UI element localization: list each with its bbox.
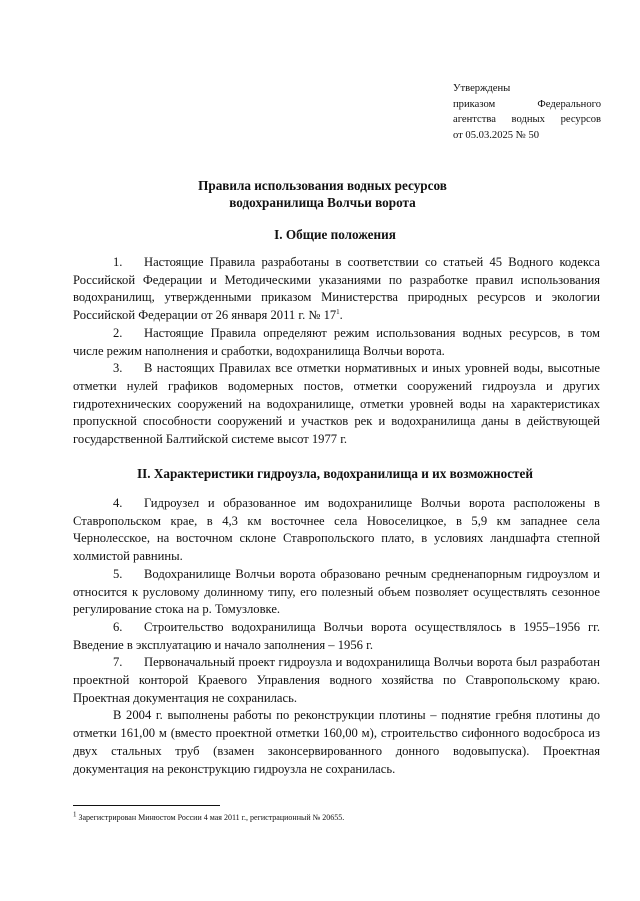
paragraph [73,654,600,707]
paragraph-number: 7. [113,655,123,670]
section-heading: II. Характеристики гидроузла, водохранилища и их возможностей [136,466,533,481]
paragraph-number: 6. [113,619,123,634]
footnote-text: Зарегистрирован Минюстом России 4 мая 2011 г., регистрационный № 20655. [78,813,345,822]
paragraph-text: Настоящие Правила разработаны в соответствии со статьей 45 Водного кодекса Российской Федерации и Методическими указаниями по разработке правил использования водохранилищ, утвержденными приказом Министерства природных ресурсов и экологии Российской Федерации от 26 января 2011 г. № 17 [73,255,600,323]
paragraph [73,619,600,654]
paragraph-number: 2. [113,325,123,340]
footnote [73,812,344,823]
title-line: водохранилища Волчьи ворота [229,195,416,210]
paragraph-text: Строительство водохранилища Волчьи ворота осуществлялось в 1955–1956 гг. Введение в эксплуатацию и начало заполнения – 1956 г. [73,619,600,652]
paragraph-tail: . [339,308,343,323]
approval-stamp [453,81,601,143]
paragraph [73,360,600,449]
paragraph-text: Водохранилище Волчьи ворота образовано речным средненапорным гидроузлом и относится к русловому долинному типу, его полезный объем позволяет осуществлять сезонное регулирование стока на р. Томузловке. [73,566,600,617]
section-2-body [73,495,600,778]
section-heading: I. Общие положения [274,227,396,242]
footnote-reference: 1 [336,307,340,316]
paragraph-number: 4. [113,496,123,510]
paragraph-text: Гидроузел и образованное им водохранилище Волчьи ворота расположены в Ставропольском крае, в 4,3 км восточнее села Новоселицкое, в 5,9 км западнее села Чернолесское, на восточном склоне Ставропольского плато, в условиях ландшафта степной холмистой равнины. [73,496,600,564]
paragraph [73,707,600,778]
document-title [70,177,575,211]
paragraph [73,325,600,360]
paragraph-text: В 2004 г. выполнены работы по реконструкции плотины – поднятие гребня плотины до отметки 161,00 м (вместо проектной отметки 160,00 м), строительство сифонного водосброса из двух стальных труб (взамен законсервированного донного водовыпуска). Проектная документация на реконструкцию гидроузла не сохранилась. [73,708,600,776]
paragraph-number: 1. [113,255,123,269]
paragraph [73,254,600,325]
section-1-body [73,254,600,449]
approval-line: от 05.03.2025 № 50 [453,129,540,141]
footnote-separator [73,805,220,806]
paragraph-text: Настоящие Правила определяют режим использования водных ресурсов, в том числе режим наполнения и сработки, водохранилища Волчьи ворота. [73,325,600,358]
paragraph [73,495,600,566]
approval-line: Утверждены [453,83,511,94]
paragraph-text: В настоящих Правилах все отметки нормативных и иных уровней воды, высотные отметки нулей графиков водомерных постов, отметки сооружений гидроузла и других гидротехнических сооружений на водохранилище, отметки уровней воды на характеристиках пропускной способности сооружений и участков рек и водохранилища даны в действующей государственной Балтийской системе высот 1977 г. [73,361,600,447]
approval-line: агентства водных ресурсов [453,114,601,125]
title-line: Правила использования водных ресурсов [198,178,447,193]
paragraph-text: Первоначальный проект гидроузла и водохранилища Волчьи ворота был разработан проектной конторой Краевого Управления водного хозяйства по Ставропольскому краю. Проектная документация не сохранилась. [73,655,600,705]
paragraph-number: 3. [113,361,123,376]
paragraph-number: 5. [113,566,123,581]
paragraph [73,566,600,619]
footnote-mark: 1 [73,810,77,819]
approval-line: приказом Федерального [453,98,601,110]
